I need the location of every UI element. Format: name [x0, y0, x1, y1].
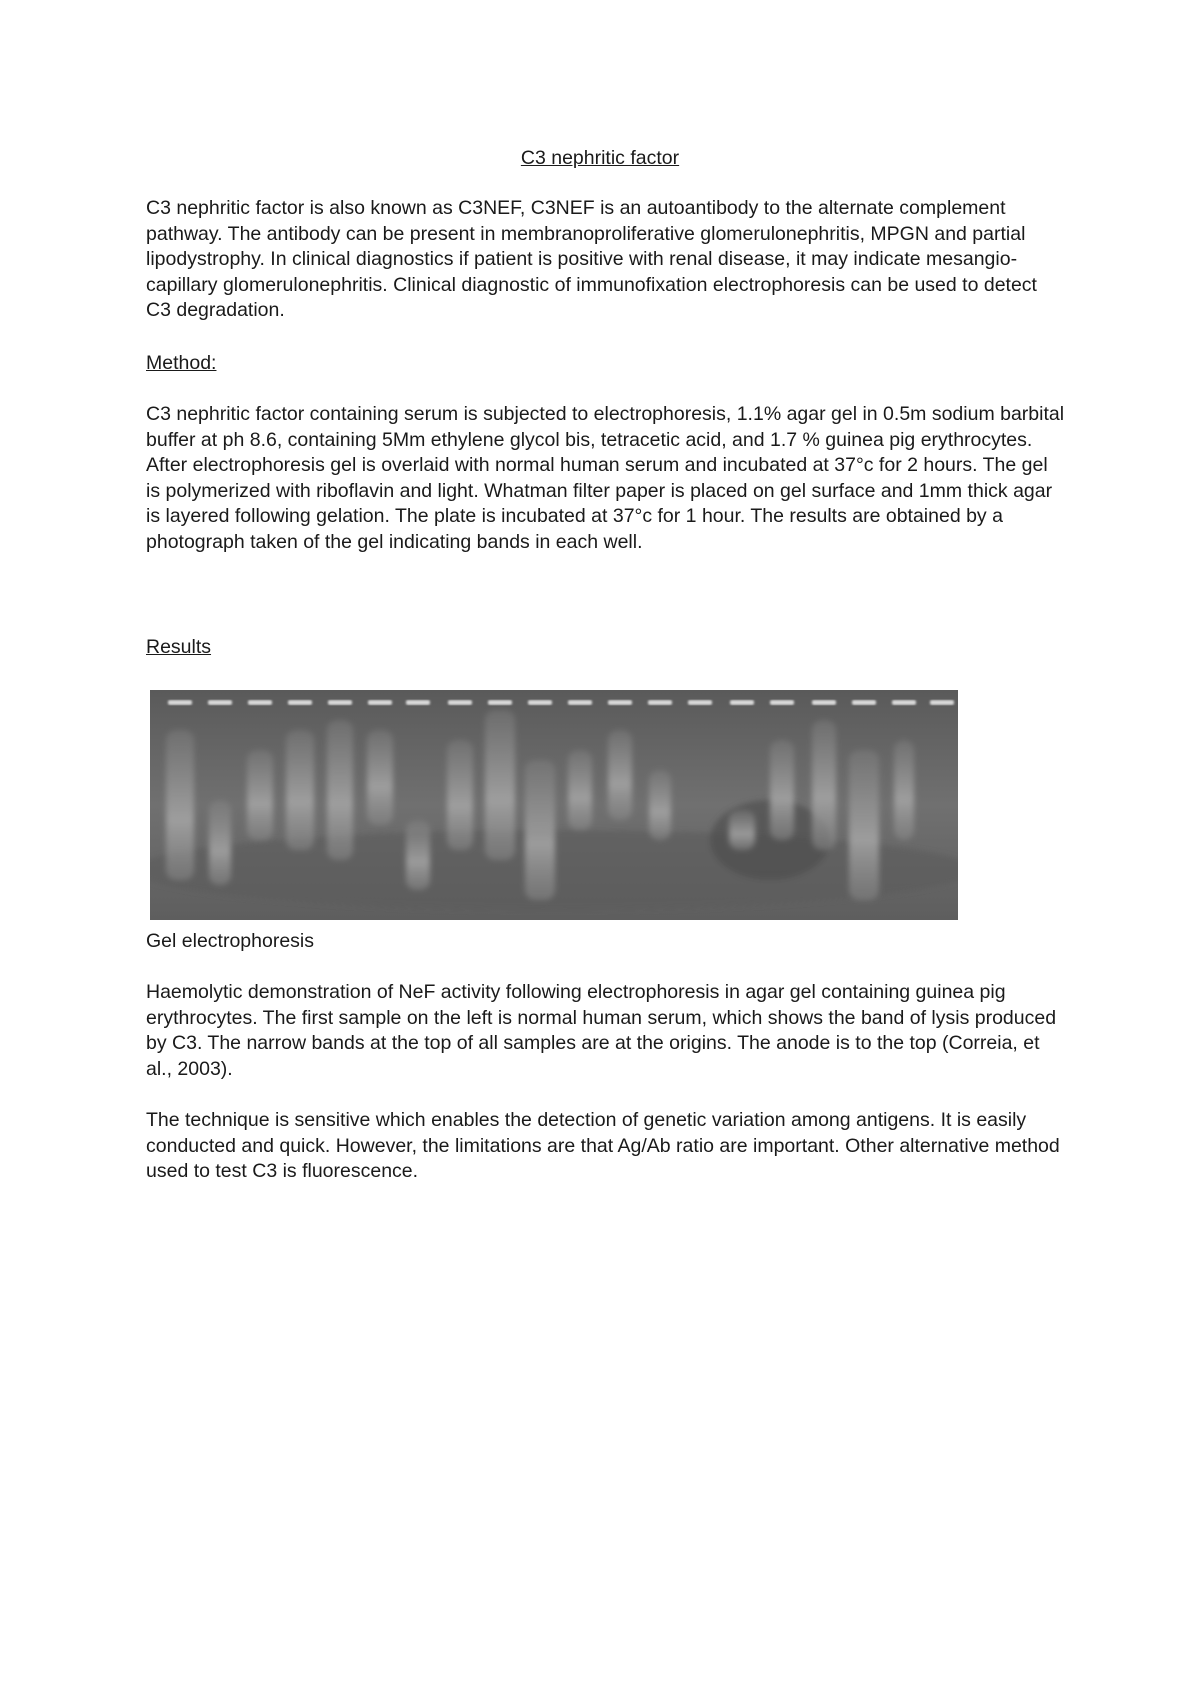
- gel-lysis-band: [649, 770, 671, 840]
- gel-lysis-band: [327, 720, 353, 860]
- gel-lysis-band: [894, 740, 914, 840]
- gel-origin-band: [608, 700, 632, 705]
- intro-paragraph: C3 nephritic factor is also known as C3NEF, C3NEF is an autoantibody to the alternate complement pathway. The antibody can be present in membranoproliferative glomerulonephritis, MPGN and partial lipodystrophy. In clinical diagnostics if patient is positive with renal disease, it may indicate mesangio-capillary glomerulonephritis. Clinical diagnostic of immunofixation electrophoresis can be used to detect C3 degradation.: [146, 197, 1037, 321]
- gel-lysis-band: [485, 710, 515, 860]
- gel-lysis-band: [406, 820, 430, 890]
- gel-origin-band: [812, 700, 836, 705]
- method-paragraph: C3 nephritic factor containing serum is subjected to electrophoresis, 1.1% agar gel in 0.5m sodium barbital buffer at ph 8.6, containing 5Mm ethylene glycol bis, tetracetic acid, and 1.7 % guinea pig erythrocytes. After electrophoresis gel is overlaid with normal human serum and incubated at 37°c for 2 hours. The gel is polymerized with riboflavin and light. Whatman filter paper is placed on gel surface and 1mm thick agar is layered following gelation. The plate is incubated at 37°c for 1 hour. The results are obtained by a photograph taken of the gel indicating bands in each well.: [146, 403, 1065, 553]
- gel-origin-band: [406, 700, 430, 705]
- gel-origin-band: [730, 700, 754, 705]
- gel-lysis-band: [608, 730, 632, 820]
- gel-origin-band: [168, 700, 192, 705]
- gel-origin-band: [892, 700, 916, 705]
- gel-lysis-band: [166, 730, 194, 880]
- gel-origin-band: [770, 700, 794, 705]
- gel-origin-band: [648, 700, 672, 705]
- gel-origin-band: [852, 700, 876, 705]
- method-heading: Method:: [146, 352, 217, 374]
- gel-lysis-band: [286, 730, 314, 850]
- gel-origin-band: [288, 700, 312, 705]
- gel-origin-band: [248, 700, 272, 705]
- gel-lysis-band: [247, 750, 273, 840]
- figure-description-paragraph: Haemolytic demonstration of NeF activity following electrophoresis in agar gel containing guinea pig erythrocytes. The first sample on the left is normal human serum, which shows the band of lysis produced by C3. The narrow bands at the top of all samples are at the origins. The anode is to the top (Correia, et al., 2003).: [146, 981, 1057, 1080]
- gel-lysis-band: [770, 740, 794, 840]
- gel-origin-band: [528, 700, 552, 705]
- gel-origin-band: [568, 700, 592, 705]
- document-title: C3 nephritic factor: [520, 147, 680, 169]
- gel-lysis-band: [568, 750, 592, 830]
- results-heading: Results: [146, 636, 212, 658]
- gel-origin-band: [488, 700, 512, 705]
- gel-origin-band: [930, 700, 954, 705]
- gel-electrophoresis-image: [150, 690, 958, 920]
- gel-origin-band: [328, 700, 352, 705]
- gel-lysis-band: [367, 730, 393, 825]
- gel-lysis-band: [729, 810, 755, 850]
- gel-lysis-band: [447, 740, 473, 850]
- gel-lysis-band: [525, 760, 555, 900]
- gel-lysis-band: [209, 800, 231, 885]
- gel-lysis-band: [812, 720, 836, 850]
- gel-origin-band: [688, 700, 712, 705]
- gel-origin-band: [208, 700, 232, 705]
- conclusion-paragraph: The technique is sensitive which enables the detection of genetic variation among antigens. It is easily conducted and quick. However, the limitations are that Ag/Ab ratio are important. Other alternative method used to test C3 is fluorescence.: [146, 1109, 1060, 1182]
- figure-caption: Gel electrophoresis: [146, 930, 314, 952]
- gel-origin-band: [448, 700, 472, 705]
- gel-origin-band: [368, 700, 392, 705]
- gel-lysis-band: [849, 750, 879, 900]
